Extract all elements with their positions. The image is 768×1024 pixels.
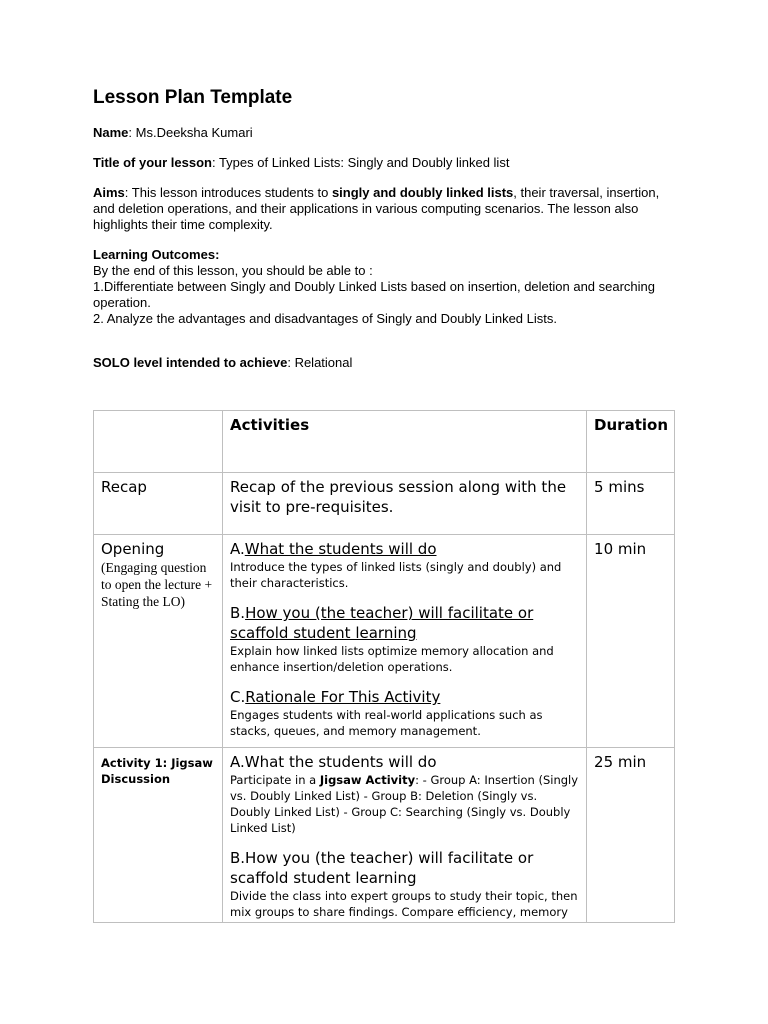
solo-label: SOLO level intended to achieve <box>93 355 288 370</box>
solo-line <box>93 355 677 371</box>
opening-b-title: How you (the teacher) will facilitate or scaffold student learning <box>230 604 534 642</box>
activity1-a-highlight: Jigsaw Activity <box>319 773 416 787</box>
recap-text: Recap of the previous session along with the visit to pre-requisites. <box>223 473 587 535</box>
table-row-opening <box>94 535 675 748</box>
opening-a-text: Introduce the types of linked lists (singly and doubly) and their characteristics. <box>230 560 562 590</box>
opening-label-cell <box>94 535 223 748</box>
document-body <box>93 86 677 371</box>
aims-label: Aims <box>93 185 125 200</box>
lesson-title-line <box>93 155 677 171</box>
activity1-a-text-rest: : - Group A: Insertion (Singly vs. Doubly Linked List) - Group B: Deletion (Singly vs. Doubly Linked List) - Group C: Searching (Singly vs. Doubly Linked List) <box>230 773 579 835</box>
document-title: Lesson Plan Template <box>93 87 293 108</box>
lesson-title-label: Title of your lesson <box>93 155 212 170</box>
activity1-duration: 25 min <box>587 748 675 923</box>
opening-c-title: Rationale For This Activity <box>245 688 441 706</box>
activity1-content <box>223 748 587 923</box>
aims-highlight: singly and doubly linked lists <box>331 185 514 200</box>
opening-label: Opening <box>101 540 165 558</box>
header-empty-cell <box>94 411 223 473</box>
outcomes-intro: By the end of this lesson, you should be able to : <box>93 263 373 278</box>
aims-paragraph <box>93 185 677 233</box>
opening-c-text: Engages students with real-world applications such as stacks, queues, and memory management. <box>230 708 543 738</box>
header-duration: Duration <box>587 411 675 473</box>
name-label: Name <box>93 125 129 140</box>
recap-label: Recap <box>94 473 223 535</box>
activity1-a-text-start: Participate in a <box>230 773 320 787</box>
opening-c-heading <box>230 687 580 707</box>
activity1-b-text: Divide the class into expert groups to study their topic, then mix groups to share findings. Compare efficiency, memory <box>230 889 578 919</box>
opening-a-prefix: A. <box>230 540 245 558</box>
opening-b-text: Explain how linked lists optimize memory allocation and enhance insertion/deletion operations. <box>230 644 554 674</box>
solo-value: : Relational <box>287 355 353 370</box>
opening-duration: 10 min <box>587 535 675 748</box>
opening-a-heading <box>230 539 580 559</box>
outcomes-label <box>93 247 677 263</box>
opening-sublabel: (Engaging question to open the lecture + Stating the LO) <box>101 560 213 609</box>
activity1-a-heading: A.What the students will do <box>230 753 437 771</box>
opening-b-prefix: B. <box>230 604 246 622</box>
activity1-b-heading: B.How you (the teacher) will facilitate or scaffold student learning <box>230 849 534 887</box>
table-header-row <box>94 411 675 473</box>
opening-a-title: What the students will do <box>244 540 437 558</box>
recap-duration: 5 mins <box>587 473 675 535</box>
table-row-recap <box>94 473 675 535</box>
name-line <box>93 125 677 141</box>
table-row-activity1 <box>94 748 675 923</box>
header-activities: Activities <box>223 411 587 473</box>
lesson-title-value: : Types of Linked Lists: Singly and Doubly linked list <box>211 155 510 170</box>
outcomes-heading: Learning Outcomes: <box>93 247 220 262</box>
aims-text: : This lesson introduces students to <box>124 185 332 200</box>
outcome-1: 1.Differentiate between Singly and Doubly Linked Lists based on insertion, deletion and searching operation. <box>93 279 656 310</box>
aims-text-continued: , their traversal, insertion, and deletion operations, and their applications in various computing scenarios. The lesson also highlights their time complexity. <box>93 185 660 232</box>
opening-content <box>223 535 587 748</box>
name-value: : Ms.Deeksha Kumari <box>128 125 253 140</box>
outcome-2: 2. Analyze the advantages and disadvantages of Singly and Doubly Linked Lists. <box>93 311 557 326</box>
opening-c-prefix: C. <box>230 688 246 706</box>
opening-b-heading <box>230 603 580 643</box>
activity1-label: Activity 1: Jigsaw Discussion <box>94 748 223 923</box>
lesson-activity-table <box>93 410 675 923</box>
activity1-a-text <box>230 772 580 836</box>
